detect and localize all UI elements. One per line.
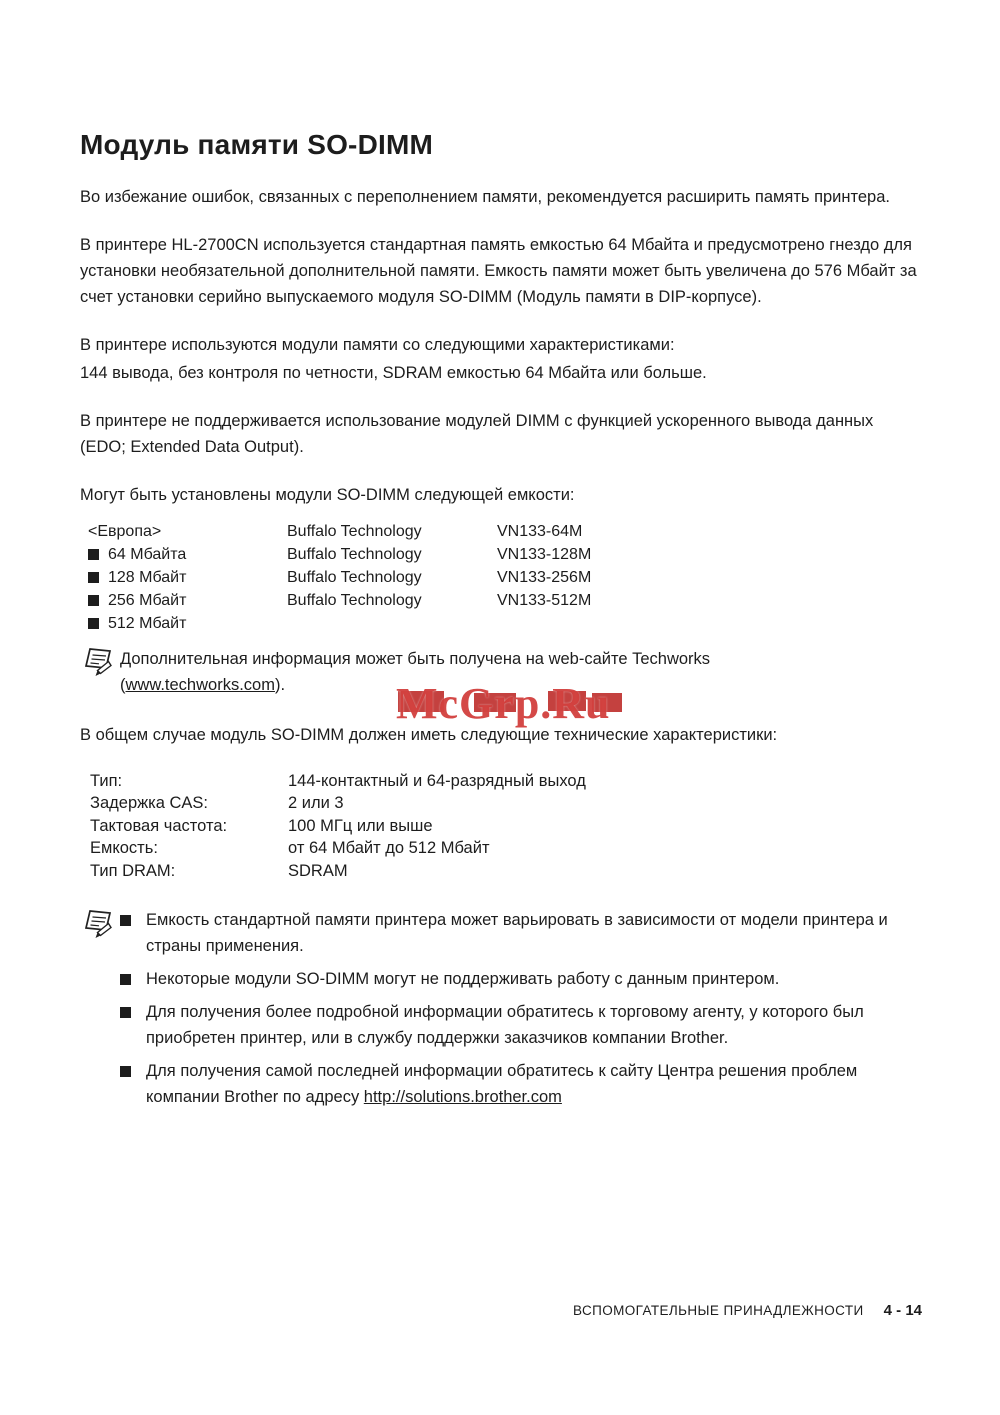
spec-label: Задержка CAS: — [90, 794, 209, 813]
list-item-text — [146, 1058, 892, 1110]
table-row — [88, 566, 920, 589]
spec-value: от 64 Мбайт до 512 Мбайт — [288, 839, 490, 858]
memory-options-table — [88, 520, 920, 635]
paragraph-modules-intro: В принтере используются модули памяти со следующими характеристиками: — [80, 336, 675, 354]
spec-value: SDRAM — [288, 861, 348, 880]
spec-label: Емкость: — [90, 839, 158, 858]
spec-row — [90, 815, 920, 838]
list-item — [120, 907, 892, 959]
paragraph-modules-spec: 144 вывода, без контроля по четности, SDRAM емкостью 64 Мбайта или больше. — [80, 364, 707, 382]
spec-row — [90, 838, 920, 861]
model-cell: VN133-512M — [497, 591, 592, 609]
table-row — [88, 589, 920, 612]
square-bullet-icon — [120, 1066, 131, 1077]
memory-size-cell — [88, 523, 287, 541]
spec-table — [90, 770, 920, 883]
table-row — [88, 543, 920, 566]
page-footer — [573, 1302, 922, 1319]
spec-value: 2 или 3 — [288, 794, 344, 813]
table-row — [88, 520, 920, 543]
model-cell: VN133-64M — [497, 522, 583, 540]
note-text-after: ). — [274, 676, 286, 694]
list-item-text: Для получения более подробной информации обратитесь к торговому агенту, у которого был приобретен принтер, или в службу поддержки заказчиков компании Brother. — [146, 1002, 864, 1047]
spec-row — [90, 770, 920, 793]
list-item-text: Емкость стандартной памяти принтера может варьировать в зависимости от модели принтера и страны применения. — [146, 910, 888, 955]
memo-pencil-icon — [82, 909, 112, 1110]
paragraph-edo-note: В принтере не поддерживается использование модулей DIMM с функцией ускоренного вывода данных (EDO; Extended Data Output). — [80, 412, 874, 456]
vendor-cell: Buffalo Technology — [287, 568, 422, 586]
paragraph-general-spec-intro: В общем случае модуль SO-DIMM должен иметь следующие технические характеристики: — [80, 726, 778, 744]
square-bullet-icon — [88, 618, 99, 629]
paragraph-standard-memory: В принтере HL-2700CN используется стандартная память емкостью 64 Мбайта и предусмотрено гнездо для установки необязательной дополнительной памяти. Емкость памяти может быть увеличена до 576 Мбайт за счет установки серийно выпускаемого модуля SO-DIMM (Модуль памяти в DIP-корпусе). — [80, 236, 917, 306]
note-list — [80, 907, 920, 1110]
brother-solutions-link[interactable]: http://solutions.brother.com — [363, 1087, 562, 1106]
spec-value: 144-контактный и 64-разрядный выход — [288, 771, 586, 790]
spec-label: Тип DRAM: — [90, 861, 176, 880]
footer-section-title: ВСПОМОГАТЕЛЬНЫЕ ПРИНАДЛЕЖНОСТИ — [573, 1303, 864, 1318]
paragraph-capacity-intro: Могут быть установлены модули SO-DIMM следующей емкости: — [80, 486, 575, 504]
memory-size-label: 64 Мбайта — [108, 545, 187, 563]
list-item-text: Некоторые модули SO-DIMM могут не поддерживать работу с данным принтером. — [146, 969, 780, 988]
memory-size-label: 128 Мбайт — [108, 568, 187, 586]
square-bullet-icon — [120, 974, 131, 985]
list-item — [120, 1058, 892, 1110]
memory-size-cell — [88, 615, 287, 633]
techworks-link[interactable]: www.techworks.com — [125, 676, 275, 694]
square-bullet-icon — [120, 1007, 131, 1018]
memory-size-label: 512 Мбайт — [108, 614, 187, 632]
square-bullet-icon — [120, 915, 131, 926]
square-bullet-icon — [88, 549, 99, 560]
footer-page-number: 4 - 14 — [883, 1302, 922, 1319]
vendor-cell: Buffalo Technology — [287, 591, 422, 609]
list-item — [120, 966, 892, 992]
memory-size-label: <Европа> — [88, 522, 162, 540]
paragraph-intro: Во избежание ошибок, связанных с переполнением памяти, рекомендуется расширить память принтера. — [80, 188, 890, 206]
spec-value: 100 МГц или выше — [288, 816, 433, 835]
page-title: Модуль памяти SO-DIMM — [80, 129, 434, 160]
spec-label: Тактовая частота: — [90, 816, 228, 835]
spec-row — [90, 860, 920, 883]
memory-size-cell — [88, 546, 287, 564]
square-bullet-icon — [88, 595, 99, 606]
vendor-cell: Buffalo Technology — [287, 545, 422, 563]
memo-pencil-icon — [82, 647, 112, 698]
list-item-text-before: Для получения самой последней информации обратитесь к сайту Центра решения проблем компании Brother по адресу — [146, 1061, 858, 1106]
watermark: McGrp.Ru — [396, 679, 611, 728]
memory-size-cell — [88, 592, 287, 610]
square-bullet-icon — [88, 572, 99, 583]
memory-size-label: 256 Мбайт — [108, 591, 187, 609]
memory-size-cell — [88, 569, 287, 587]
vendor-cell: Buffalo Technology — [287, 522, 422, 540]
note-items — [120, 907, 892, 1110]
model-cell: VN133-256M — [497, 568, 592, 586]
list-item — [120, 999, 892, 1051]
note-text-before: Дополнительная информация может быть получена на web-сайте Techworks ( — [120, 650, 711, 694]
table-row — [88, 612, 920, 635]
model-cell: VN133-128M — [497, 545, 592, 563]
spec-label: Тип: — [90, 771, 123, 790]
spec-row — [90, 793, 920, 816]
